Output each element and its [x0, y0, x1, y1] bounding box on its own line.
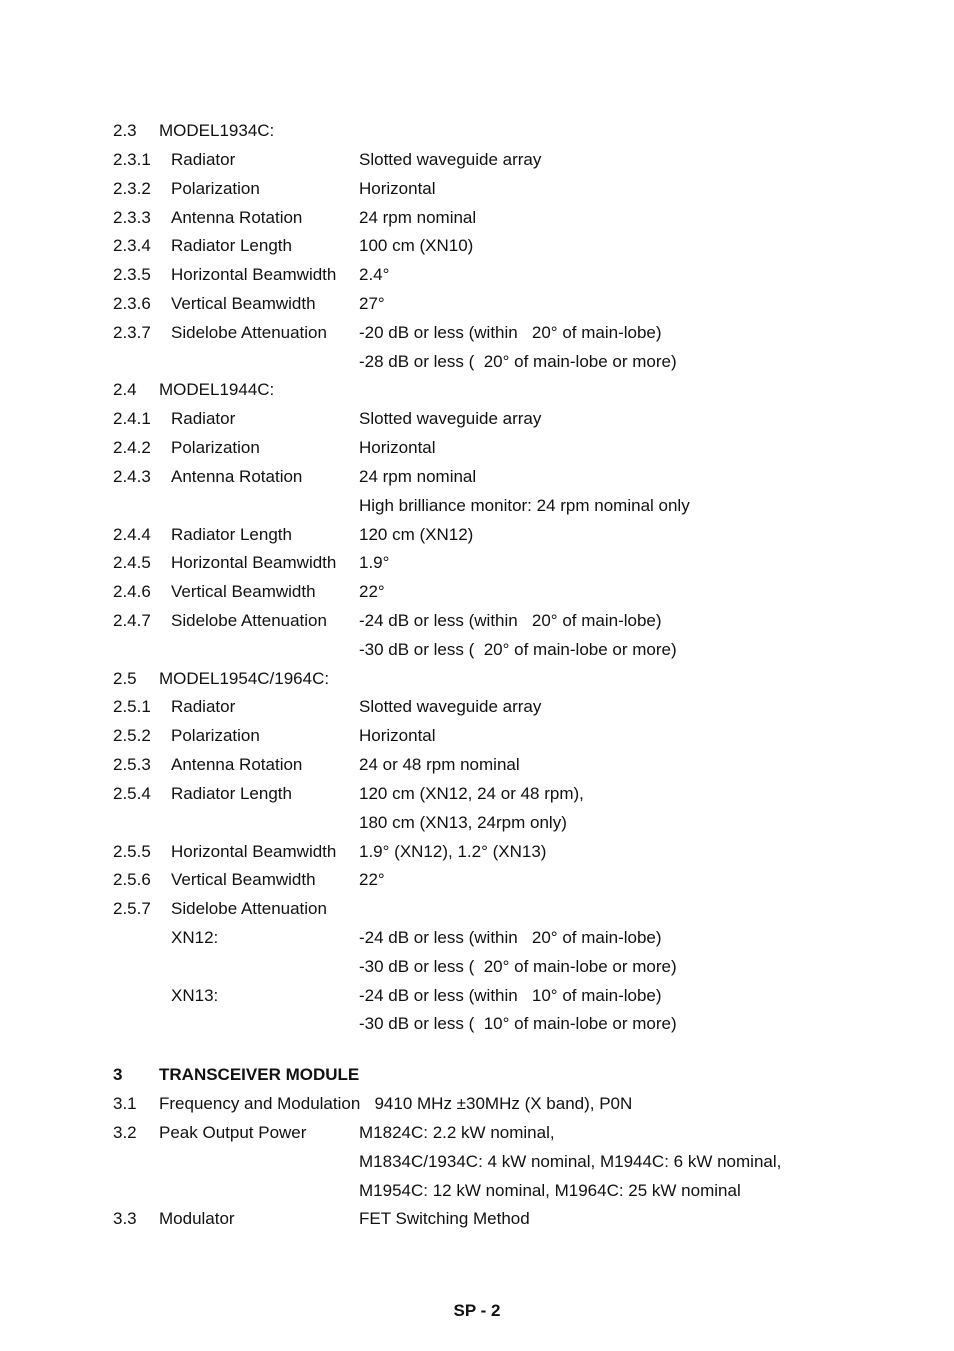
spec-value: Slotted waveguide array [359, 409, 542, 429]
spec-label: Sidelobe Attenuation [171, 610, 327, 630]
spec-value: -24 dB or less (within 10° of main-lobe) [359, 985, 662, 1005]
spec-value: 2.4° [359, 265, 390, 285]
spec-value: 22° [359, 582, 385, 602]
spec-value: 24 rpm nominal [359, 207, 477, 227]
spec-number: 2.5.7 [113, 899, 151, 919]
spec-number: 2.5 [113, 668, 137, 688]
spec-number: 2.4.1 [113, 409, 151, 429]
spec-value: 120 cm (XN12, 24 or 48 rpm), [359, 783, 584, 803]
spec-value: 120 cm (XN12) [359, 524, 474, 544]
spec-number: 2.3.1 [113, 149, 151, 169]
spec-number: 3 [113, 1065, 123, 1085]
spec-number: 2.3.6 [113, 293, 151, 313]
spec-label: Vertical Beamwidth [171, 293, 316, 313]
spec-number: 2.3.2 [113, 178, 151, 198]
spec-label: Antenna Rotation [171, 466, 303, 486]
spec-value: -30 dB or less ( 10° of main-lobe or more) [359, 1014, 677, 1034]
spec-number: 2.5.4 [113, 783, 151, 803]
spec-value: 100 cm (XN10) [359, 236, 474, 256]
spec-value: -20 dB or less (within 20° of main-lobe) [359, 322, 662, 342]
spec-value: -30 dB or less ( 20° of main-lobe or more) [359, 639, 677, 659]
spec-label: Modulator [159, 1209, 235, 1229]
spec-label: XN13: [171, 985, 219, 1005]
spec-label: Antenna Rotation [171, 755, 303, 774]
spec-number: 2.4.5 [113, 553, 151, 573]
spec-label: Vertical Beamwidth [171, 870, 316, 890]
spec-number: 2.3.5 [113, 265, 151, 285]
spec-number: 2.3.7 [113, 322, 151, 342]
spec-label: Peak Output Power [159, 1122, 307, 1142]
spec-value: Horizontal [359, 178, 436, 198]
spec-value: 1.9° [359, 553, 390, 573]
spec-label: Frequency and Modulation 9410 MHz ±30MHz (X band), P0N [159, 1094, 633, 1114]
spec-value: Slotted waveguide array [359, 149, 542, 169]
spec-value: M1954C: 12 kW nominal, M1964C: 25 kW nominal [359, 1180, 741, 1200]
spec-value: -24 dB or less (within 20° of main-lobe) [359, 928, 662, 947]
spec-number: 3.3 [113, 1209, 137, 1229]
spec-value: -24 dB or less (within 20° of main-lobe) [359, 610, 662, 630]
spec-label: Radiator Length [171, 524, 292, 544]
spec-value: 180 cm (XN13, 24rpm only) [359, 812, 567, 832]
spec-label: Horizontal Beamwidth [171, 841, 337, 861]
spec-value: -28 dB or less ( 20° of main-lobe or more) [359, 351, 677, 371]
spec-label: Sidelobe Attenuation [171, 322, 327, 342]
spec-value: 24 or 48 rpm nominal [359, 755, 520, 774]
spec-label: Radiator Length [171, 783, 292, 803]
spec-value: 1.9° (XN12), 1.2° (XN13) [359, 841, 547, 861]
spec-value: Horizontal [359, 438, 436, 457]
spec-number: 3.2 [113, 1122, 137, 1142]
spec-label: Radiator [171, 149, 236, 169]
spec-number: 2.5.1 [113, 697, 151, 717]
page-number: SP - 2 [453, 1301, 501, 1320]
spec-value: 24 rpm nominal [359, 466, 477, 486]
spec-number: 2.4.7 [113, 610, 151, 630]
spec-value: Horizontal [359, 726, 436, 746]
spec-label: Horizontal Beamwidth [171, 265, 337, 285]
spec-number: 2.5.6 [113, 870, 151, 890]
spec-number: 2.5.5 [113, 841, 151, 861]
spec-number: 2.3 [113, 121, 137, 140]
spec-label: TRANSCEIVER MODULE [159, 1065, 360, 1085]
spec-value: FET Switching Method [359, 1209, 530, 1229]
spec-label: Horizontal Beamwidth [171, 553, 337, 573]
spec-label: Antenna Rotation [171, 207, 303, 227]
spec-label: Vertical Beamwidth [171, 582, 316, 602]
spec-label: Radiator Length [171, 236, 292, 256]
spec-value: M1824C: 2.2 kW nominal, [359, 1122, 555, 1142]
spec-number: 2.4.6 [113, 582, 151, 602]
spec-number: 2.3.4 [113, 236, 151, 256]
spec-label: MODEL1934C: [159, 121, 275, 140]
spec-number: 2.4.3 [113, 466, 151, 486]
spec-label: Polarization [171, 438, 260, 457]
spec-value: High brilliance monitor: 24 rpm nominal only [359, 495, 690, 515]
spec-number: 2.5.2 [113, 726, 151, 746]
spec-label: MODEL1944C: [159, 380, 275, 400]
spec-number: 2.5.3 [113, 755, 151, 774]
spec-label: MODEL1954C/1964C: [159, 668, 330, 688]
spec-number: 2.3.3 [113, 207, 151, 227]
spec-label: XN12: [171, 928, 219, 947]
spec-label: Polarization [171, 178, 260, 198]
spec-number: 2.4.4 [113, 524, 151, 544]
spec-label: Polarization [171, 726, 260, 746]
spec-value: -30 dB or less ( 20° of main-lobe or more) [359, 956, 677, 976]
spec-label: Radiator [171, 697, 236, 717]
spec-value: 27° [359, 293, 385, 313]
spec-value: M1834C/1934C: 4 kW nominal, M1944C: 6 kW nominal, [359, 1151, 782, 1171]
spec-value: 22° [359, 870, 385, 890]
spec-number: 2.4 [113, 380, 137, 400]
spec-number: 3.1 [113, 1094, 137, 1114]
spec-value: Slotted waveguide array [359, 697, 542, 717]
spec-number: 2.4.2 [113, 438, 151, 457]
spec-label: Radiator [171, 409, 236, 429]
spec-label: Sidelobe Attenuation [171, 899, 327, 919]
